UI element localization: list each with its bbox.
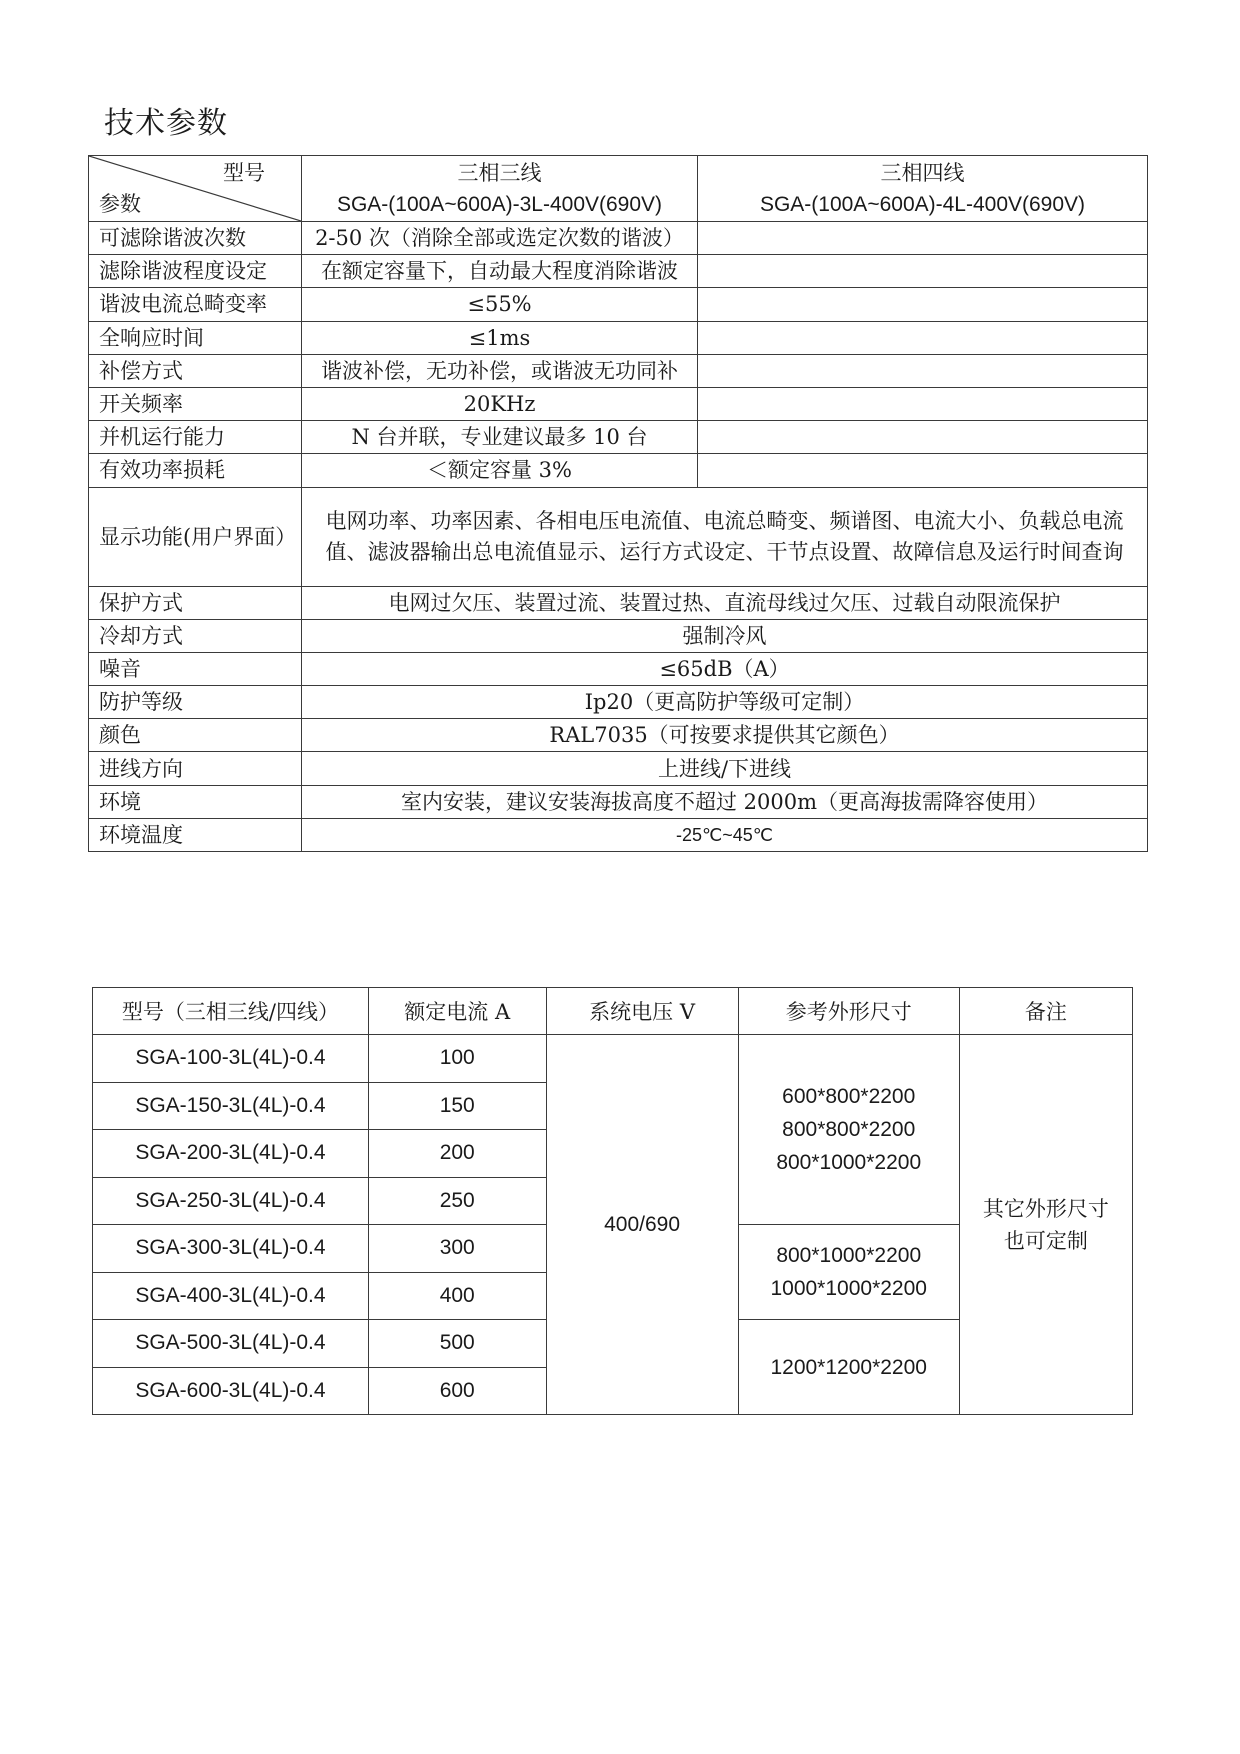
empty-4-wire-cell xyxy=(698,387,1148,420)
table-row xyxy=(89,619,1148,652)
parameter-name: 并机运行能力 xyxy=(89,421,302,454)
remarks-cell xyxy=(959,1035,1132,1415)
model-number: SGA-100-3L(4L)-0.4 xyxy=(93,1035,369,1083)
model-number: SGA-150-3L(4L)-0.4 xyxy=(93,1082,369,1130)
rated-current: 600 xyxy=(368,1367,546,1415)
header-model-label: 型号 xyxy=(223,161,265,185)
header-system-voltage: 系统电压 V xyxy=(546,988,738,1035)
parameter-value: ≤1ms xyxy=(302,321,698,354)
parameter-value: Ip20（更高防护等级可定制） xyxy=(302,686,1148,719)
parameter-name: 全响应时间 xyxy=(89,321,302,354)
model-selection-table xyxy=(92,987,1133,1415)
parameter-value: RAL7035（可按要求提供其它颜色） xyxy=(302,719,1148,752)
parameter-name: 进线方向 xyxy=(89,752,302,785)
rated-current: 100 xyxy=(368,1035,546,1083)
table-row xyxy=(89,586,1148,619)
remark-text: 也可定制 xyxy=(1003,1228,1088,1253)
column-header-3-phase-3-wire xyxy=(302,156,698,222)
table-row xyxy=(89,288,1148,321)
empty-4-wire-cell xyxy=(698,288,1148,321)
table-row xyxy=(89,255,1148,288)
parameter-name: 滤除谐波程度设定 xyxy=(89,255,302,288)
column-title: 三相三线 xyxy=(457,160,542,185)
parameter-value: 2-50 次（消除全部或选定次数的谐波） xyxy=(302,222,698,255)
parameter-name: 补偿方式 xyxy=(89,354,302,387)
dimension-value: 800*1000*2200 xyxy=(776,1151,922,1174)
parameter-name: 噪音 xyxy=(89,652,302,685)
page-title: 技术参数 xyxy=(104,106,228,141)
parameter-value: -25℃~45℃ xyxy=(302,818,1148,851)
model-number: SGA-600-3L(4L)-0.4 xyxy=(93,1367,369,1415)
table-row xyxy=(89,354,1148,387)
header-remarks: 备注 xyxy=(959,988,1132,1035)
table-row xyxy=(89,487,1148,586)
dimension-value: 800*800*2200 xyxy=(782,1118,916,1141)
dimension-group xyxy=(738,1320,959,1415)
parameter-name: 开关频率 xyxy=(89,387,302,420)
table-row xyxy=(89,421,1148,454)
dimension-group xyxy=(738,1035,959,1225)
model-number: SGA-400-3L(4L)-0.4 xyxy=(93,1272,369,1320)
parameter-name: 保护方式 xyxy=(89,586,302,619)
rated-current: 150 xyxy=(368,1082,546,1130)
rated-current: 400 xyxy=(368,1272,546,1320)
parameter-value: ≤65dB（A） xyxy=(302,652,1148,685)
rated-current: 300 xyxy=(368,1225,546,1273)
dimension-value: 600*800*2200 xyxy=(782,1085,916,1108)
table-row xyxy=(89,652,1148,685)
parameter-name: 环境温度 xyxy=(89,818,302,851)
header-dimensions: 参考外形尺寸 xyxy=(738,988,959,1035)
rated-current: 250 xyxy=(368,1177,546,1225)
table-row xyxy=(89,818,1148,851)
empty-4-wire-cell xyxy=(698,321,1148,354)
parameter-name: 环境 xyxy=(89,785,302,818)
column-header-3-phase-4-wire xyxy=(698,156,1148,222)
empty-4-wire-cell xyxy=(698,354,1148,387)
remark-text: 其它外形尺寸 xyxy=(982,1196,1109,1221)
parameter-value: 谐波补偿，无功补偿，或谐波无功同补 xyxy=(302,354,698,387)
parameter-name: 有效功率损耗 xyxy=(89,454,302,487)
technical-parameters-table xyxy=(88,155,1148,852)
dimension-value: 1200*1200*2200 xyxy=(770,1355,927,1379)
parameter-value: ＜额定容量 3% xyxy=(302,454,698,487)
table-row xyxy=(89,785,1148,818)
table-row xyxy=(89,454,1148,487)
dimension-value: 800*1000*2200 xyxy=(776,1244,922,1267)
header-rated-current: 额定电流 A xyxy=(368,988,546,1035)
column-model: SGA-(100A~600A)-3L-400V(690V) xyxy=(336,192,663,216)
parameter-name: 显示功能(用户界面） xyxy=(89,487,302,586)
parameter-value: N 台并联，专业建议最多 10 台 xyxy=(302,421,698,454)
model-number: SGA-500-3L(4L)-0.4 xyxy=(93,1320,369,1368)
model-number: SGA-250-3L(4L)-0.4 xyxy=(93,1177,369,1225)
system-voltage: 400/690 xyxy=(546,1035,738,1415)
parameter-name: 颜色 xyxy=(89,719,302,752)
rated-current: 200 xyxy=(368,1130,546,1178)
parameter-value: ≤55% xyxy=(302,288,698,321)
parameter-name: 可滤除谐波次数 xyxy=(89,222,302,255)
dimension-group xyxy=(738,1225,959,1320)
table-row xyxy=(89,752,1148,785)
model-number: SGA-300-3L(4L)-0.4 xyxy=(93,1225,369,1273)
diagonal-header-cell xyxy=(89,156,302,222)
parameter-value: 在额定容量下，自动最大程度消除谐波 xyxy=(302,255,698,288)
model-number: SGA-200-3L(4L)-0.4 xyxy=(93,1130,369,1178)
empty-4-wire-cell xyxy=(698,222,1148,255)
empty-4-wire-cell xyxy=(698,421,1148,454)
rated-current: 500 xyxy=(368,1320,546,1368)
parameter-value: 强制冷风 xyxy=(302,619,1148,652)
empty-4-wire-cell xyxy=(698,454,1148,487)
empty-4-wire-cell xyxy=(698,255,1148,288)
header-model: 型号（三相三线/四线） xyxy=(93,988,369,1035)
table-row xyxy=(89,222,1148,255)
parameter-value: 室内安装，建议安装海拔高度不超过 2000m（更高海拔需降容使用） xyxy=(302,785,1148,818)
column-title: 三相四线 xyxy=(880,160,965,185)
dimension-value: 1000*1000*2200 xyxy=(770,1277,927,1300)
table-header-row xyxy=(93,988,1133,1035)
parameter-value: 上进线/下进线 xyxy=(302,752,1148,785)
parameter-value: 20KHz xyxy=(302,387,698,420)
table-row xyxy=(89,321,1148,354)
parameter-name: 谐波电流总畸变率 xyxy=(89,288,302,321)
parameter-name: 冷却方式 xyxy=(89,619,302,652)
parameter-value: 电网功率、功率因素、各相电压电流值、电流总畸变、频谱图、电流大小、负载总电流值、滤波器输出总电流值显示、运行方式设定、干节点设置、故障信息及运行时间查询 xyxy=(302,487,1148,586)
table-row xyxy=(93,1035,1133,1083)
parameter-name: 防护等级 xyxy=(89,686,302,719)
table-header-row xyxy=(89,156,1148,222)
table-row xyxy=(89,719,1148,752)
parameter-value: 电网过欠压、装置过流、装置过热、直流母线过欠压、过载自动限流保护 xyxy=(302,586,1148,619)
header-parameter-label: 参数 xyxy=(99,192,141,216)
table-row xyxy=(89,387,1148,420)
table-row xyxy=(89,686,1148,719)
column-model: SGA-(100A~600A)-4L-400V(690V) xyxy=(759,192,1086,216)
